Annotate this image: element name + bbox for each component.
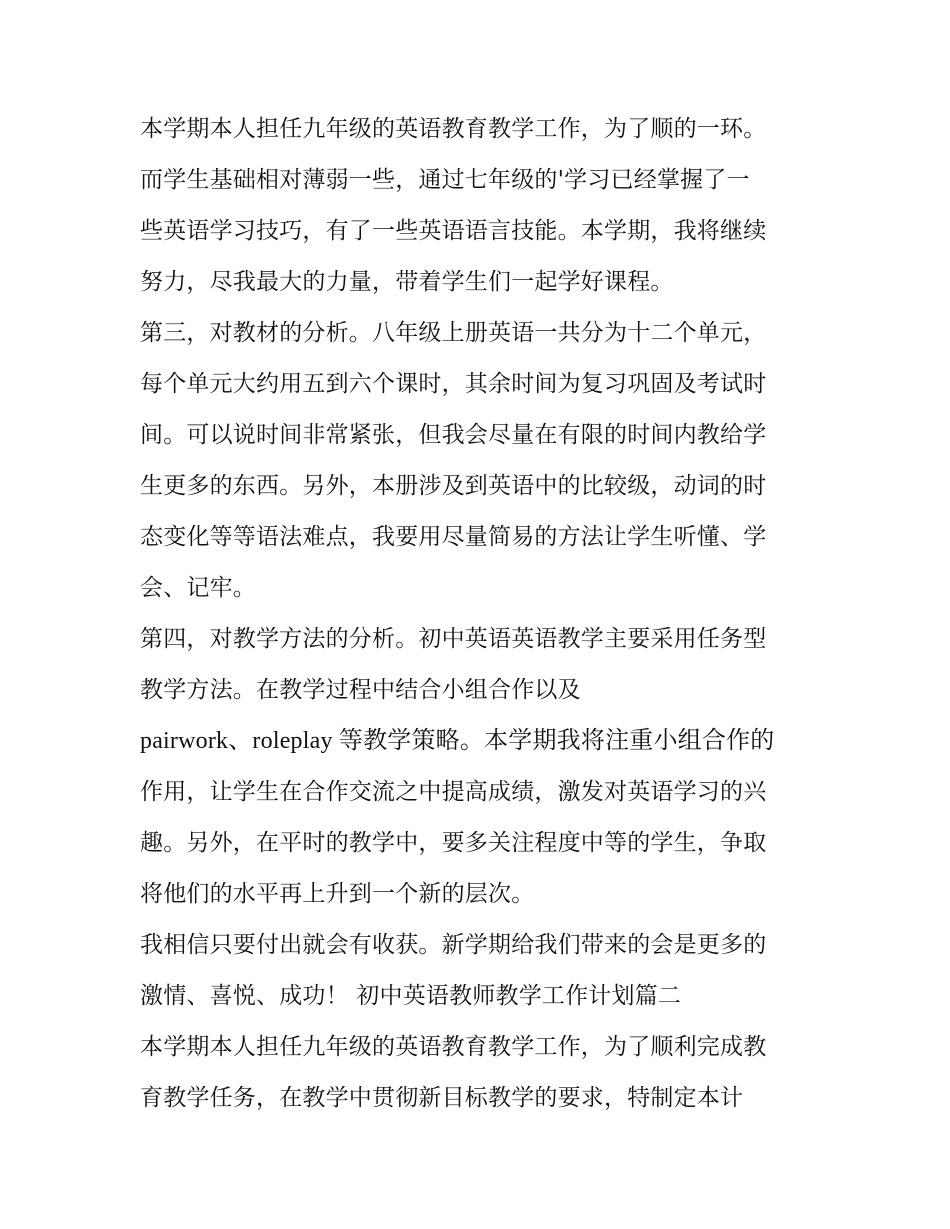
document-body — [140, 104, 820, 1124]
text-line: 努力，尽我最大的力量，带着学生们一起学好课程。 — [140, 269, 674, 295]
text-line: pairwork、roleplay 等教学策略。本学期我将注重小组合作的 — [140, 728, 775, 754]
text-line: 将他们的水平再上升到一个新的层次。 — [140, 881, 535, 907]
text-line: 每个单元大约用五到六个课时，其余时间为复习巩固及考试时 — [140, 371, 767, 397]
text-line: 激情、喜悦、成功！ 初中英语教师教学工作计划篇二 — [140, 983, 682, 1009]
text-line: 趣。另外，在平时的教学中，要多关注程度中等的学生，争取 — [140, 830, 767, 856]
text-line: 本学期本人担任九年级的英语教育教学工作，为了顺利完成教 — [140, 1034, 767, 1060]
text-line: 教学方法。在教学过程中结合小组合作以及 — [140, 677, 581, 703]
text-line: 作用，让学生在合作交流之中提高成绩，激发对英语学习的兴 — [140, 779, 767, 805]
text-line: 本学期本人担任九年级的英语教育教学工作，为了顺的一环。 — [140, 116, 767, 142]
text-line: 些英语学习技巧，有了一些英语语言技能。本学期，我将继续 — [140, 218, 767, 244]
text-line: 我相信只要付出就会有收获。新学期给我们带来的会是更多的 — [140, 932, 767, 958]
text-line: 第三，对教材的分析。八年级上册英语一共分为十二个单元， — [140, 320, 767, 346]
text-line: 育教学任务，在教学中贯彻新目标教学的要求，特制定本计 — [140, 1085, 744, 1111]
text-line: 态变化等等语法难点，我要用尽量简易的方法让学生听懂、学 — [140, 524, 767, 550]
text-line: 生更多的东西。另外，本册涉及到英语中的比较级，动词的时 — [140, 473, 767, 499]
text-line: 而学生基础相对薄弱一些，通过七年级的'学习已经掌握了一 — [140, 167, 750, 193]
text-line: 第四，对教学方法的分析。初中英语英语教学主要采用任务型 — [140, 626, 767, 652]
text-line: 会、记牢。 — [140, 575, 256, 601]
text-line: 间。可以说时间非常紧张，但我会尽量在有限的时间内教给学 — [140, 422, 767, 448]
